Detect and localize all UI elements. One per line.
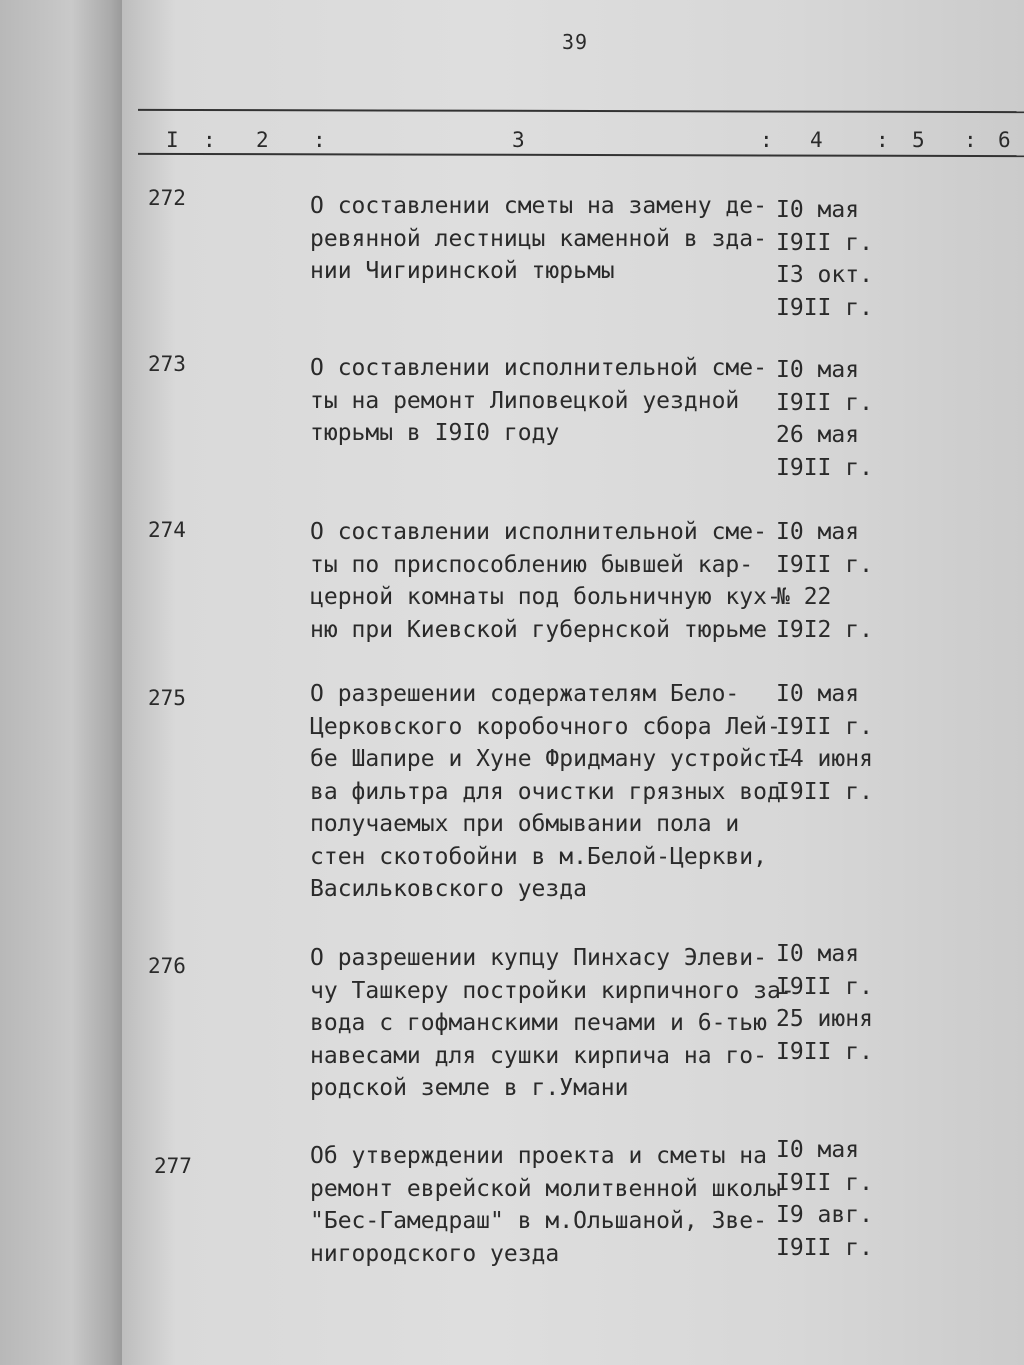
entry-description: О составлении сметы на замену де- ревянной лестницы каменной в зда- нии Чигиринской тюрьмы [310, 193, 767, 284]
entry-number: 277 [154, 1154, 192, 1178]
entry-number: 274 [148, 518, 186, 542]
column-header-6: 6 [998, 128, 1011, 152]
entry-number: 275 [148, 686, 186, 710]
column-header-1: I [166, 128, 179, 152]
column-separator: : [964, 128, 977, 152]
entry-number: 276 [148, 954, 186, 978]
page-number: 39 [562, 30, 589, 54]
entry-description: О составлении исполнительной сме- ты по приспособлению бывшей кар- церной комнаты под больничную кух- ню при Киевской губернской тюрьме [310, 519, 781, 643]
entry-number: 273 [148, 352, 186, 376]
entry-dates: I0 мая I9II г. 26 мая I9II г. [776, 357, 873, 481]
entry-dates: I0 мая I9II г. I9 авг. I9II г. [776, 1137, 873, 1261]
entry-number: 272 [148, 186, 186, 210]
column-header-3: 3 [512, 128, 525, 152]
entry-description: О разрешении купцу Пинхасу Элеви- чу Ташкеру постройки кирпичного за- вода с гофманскими печами и 6-тью навесами для сушки кирпича на го- родской земле в г.Умани [310, 945, 795, 1101]
entry-dates: I0 мая I9II г. № 22 I9I2 г. [776, 519, 873, 643]
column-separator: : [313, 128, 326, 152]
entry-dates: I0 мая I9II г. I3 окт. I9II г. [776, 197, 873, 321]
column-separator: : [760, 128, 773, 152]
entry-dates: I0 мая I9II г. I4 июня I9II г. [776, 681, 873, 805]
column-header-2: 2 [256, 128, 269, 152]
entry-description: О составлении исполнительной сме- ты на ремонт Липовецкой уездной тюрьмы в I9I0 году [310, 355, 767, 446]
column-separator: : [876, 128, 889, 152]
column-header-5: 5 [912, 128, 925, 152]
entry-description: Об утверждении проекта и сметы на ремонт еврейской молитвенной школы "Бес-Гамедраш" в м.Ольшаной, Зве- нигородского уезда [310, 1143, 781, 1267]
column-header-4: 4 [810, 128, 823, 152]
entry-description: О разрешении содержателям Бело- Церковского коробочного сбора Лей- бе Шапире и Хуне Фридману устройст- ва фильтра для очистки грязных вод получаемых при обмывании пола и стен скотобойни в м.Белой-Церкви, Васильковского уезда [310, 681, 795, 902]
left-page-edge [0, 0, 130, 1365]
entry-dates: I0 мая I9II г. 25 июня I9II г. [776, 941, 873, 1065]
column-separator: : [203, 128, 216, 152]
